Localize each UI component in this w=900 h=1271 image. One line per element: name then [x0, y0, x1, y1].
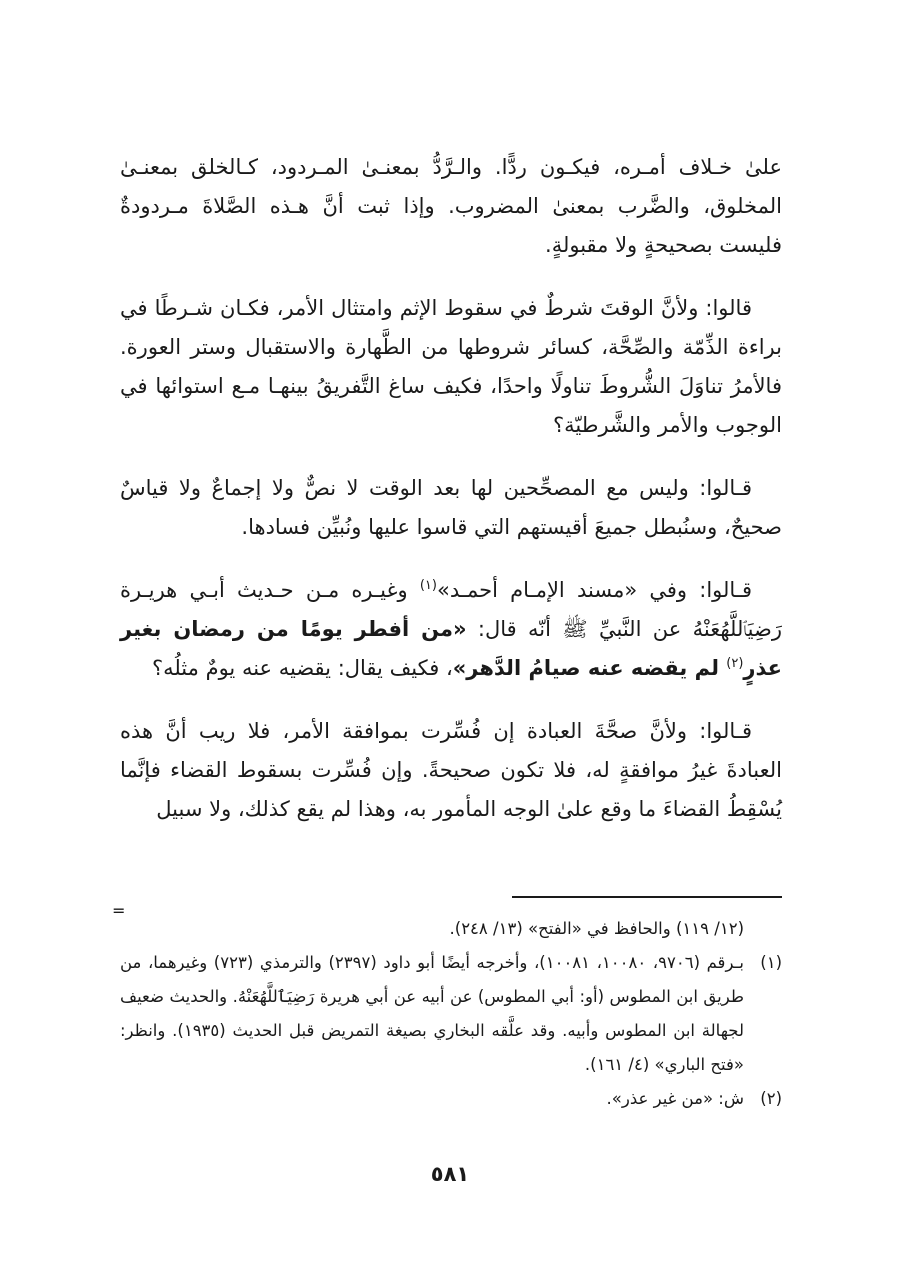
- paragraph-3: [120, 469, 782, 547]
- paragraph-1: [120, 148, 782, 265]
- paragraph-text: ، فكيف يقال: يقضيه عنه يومٌ مثلُه؟: [151, 656, 453, 680]
- footnote-ref-2[interactable]: (٢): [726, 656, 744, 671]
- paragraph-2: [120, 289, 782, 445]
- page-number: ٥٨١: [430, 1162, 470, 1186]
- paragraph-text: قـالوا: وليس مع المصحِّحين لها بعد الوقت لا نصٌّ ولا إجماعٌ ولا قياسٌ صحيحٌ، وسنُبطل جميعَ أقيستهم التي قاسوا عليها ونُبيِّن فسادها.: [120, 476, 782, 539]
- footnote-number: (١): [760, 953, 782, 972]
- paragraph-text: قالوا: ولأنَّ الوقتَ شرطٌ في سقوط الإثم وامتثال الأمر، فكـان شـرطًا في براءة الذِّمّة والصِّحَّة، كسائر شروطها من الطَّهارة والاستقبال وستر العورة. فالأمرُ تناوَلَ الشُّروطَ تناولًا واحدًا، فكيف ساغ التَّفريقُ بينهـا مـع استوائها في الوجوب والأمر والشَّرطيّة؟: [120, 296, 782, 437]
- footnote-ref-1[interactable]: (١): [419, 578, 437, 593]
- footnote-1: [120, 946, 782, 1082]
- footnote-number: (٢): [760, 1089, 782, 1108]
- footnote-continuation-marker: =: [112, 901, 126, 920]
- paragraph-text: علىٰ خـلاف أمـره، فيكـون ردًّا. والـرَّدُّ بمعنـىٰ المـردود، كـالخلق بمعنـىٰ المخلوق، والضَّرب بمعنىٰ المضروب. وإذا ثبت أنَّ هـذه الصَّلاةَ مـردودةٌ فليست بصحيحةٍ ولا مقبولةٍ.: [120, 155, 782, 257]
- paragraph-text: قـالوا: وفي «مسند الإمـام أحمـد»: [436, 578, 752, 602]
- hadith-quote: «من أفطر يومًا من رمضان بغير عذرٍ: [120, 617, 782, 680]
- footnote-2: [120, 1082, 782, 1116]
- footnote-text: ش: «من غير عذر».: [606, 1089, 744, 1108]
- footnote-continuation: (١٢/ ١١٩) والحافظ في «الفتح» (١٣/ ٢٤٨).: [449, 919, 744, 938]
- paragraph-text: قـالوا: ولأنَّ صحَّةَ العبادة إن فُسِّرت بموافقة الأمر، فلا ريب أنَّ هذه العبادةَ غيرُ موافقةٍ له، فلا تكون صحيحةً. وإن فُسِّرت بسقوط القضاء فإنَّما يُسْقِطُ القضاءَ ما وقع علىٰ الوجه المأمور به، وهذا لم يقع كذلك، ولا سبيل: [120, 719, 782, 821]
- footnote-text: بـرقم (٩٧٠٦، ١٠٠٨٠، ١٠٠٨١)، وأخرجه أيضًا أبو داود (٢٣٩٧) والترمذي (٧٢٣) وغيرهما، من طريق ابن المطوس (أو: أبي المطوس) عن أبيه عن أبي هريرة رَضِيَٱللَّهُعَنْهُ. والحديث ضعيف لجهالة ابن المطوس وأبيه. وقد علَّقه البخاري بصيغة التمريض قبل الحديث (١٩٣٥). وانظر: «فتح الباري» (٤/ ١٦١).: [120, 953, 744, 1074]
- paragraph-4: [120, 571, 782, 688]
- hadith-quote: لم يقضه عنه صيامُ الدَّهر»: [452, 656, 727, 680]
- footnotes: [120, 912, 782, 1116]
- footnote-separator: [512, 896, 782, 898]
- main-text: [120, 148, 782, 853]
- paragraph-text: وغيـره مـن حـديث أبـي هريـرة رَضِيَٱللَّهُعَنْهُ عن النَّبيِّ ﷺ أنّه قال:: [120, 578, 782, 641]
- paragraph-5: [120, 712, 782, 829]
